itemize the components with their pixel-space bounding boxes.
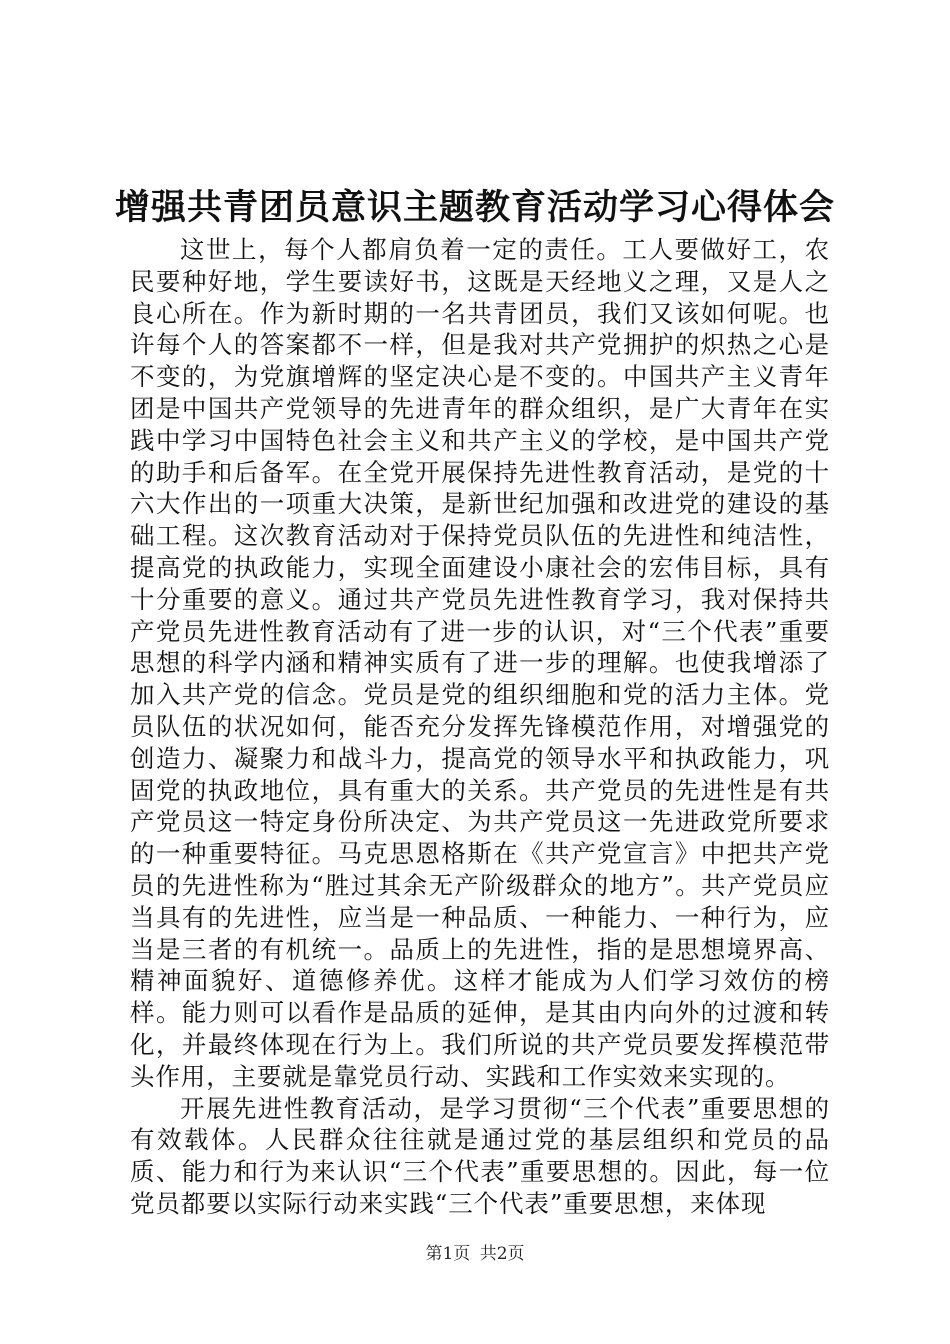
paragraph-1: 这世上，每个人都肩负着一定的责任。工人要做好工，农民要种好地，学生要读好书，这既是天经地义之理，又是人之良心所在。作为新时期的一名共青团员，我们又该如何呢。也许每个人的答案都不一样，但是我对共产党拥护的炽热之心是不变的，为党旗增辉的坚定决心是不变的。中国共产主义青年团是中国共产党领导的先进青年的群众组织，是广大青年在实践中学习中国特色社会主义和共产主义的学校，是中国共产党的助手和后备军。在全党开展保持先进性教育活动，是党的十六大作出的一项重大决策，是新世纪加强和改进党的建设的基础工程。这次教育活动对于保持党员队伍的先进性和纯洁性，提高党的执政能力，实现全面建设小康社会的宏伟目标，具有十分重要的意义。通过共产党员先进性教育学习，我对保持共产党员先进性教育活动有了进一步的认识，对“三个代表”重要思想的科学内涵和精神实质有了进一步的理解。也使我增添了加入共产党的信念。党员是党的组织细胞和党的活力主体。党员队伍的状况如何，能否充分发挥先锋模范作用，对增强党的创造力、凝聚力和战斗力，提高党的领导水平和执政能力，巩固党的执政地位，具有重大的关系。共产党员的先进性是有共产党员这一特定身份所决定、为共产党员这一先进政党所要求的一种重要特征。马克思恩格斯在《共产党宣言》中把共产党员的先进性称为“胜过其余无产阶级群众的地方”。共产党员应当具有的先进性，应当是一种品质、一种能力、一种行为，应当是三者的有机统一。品质上的先进性，指的是思想境界高、精神面貌好、道德修养优。这样才能成为人们学习效仿的榜样。能力则可以看作是品质的延伸，是其由内向外的过渡和转化，并最终体现在行为上。我们所说的共产党员要发挥模范带头作用，主要就是靠党员行动、实践和工作实效来实现的。 [130, 235, 830, 1091]
paragraph-2: 开展先进性教育活动，是学习贯彻“三个代表”重要思想的有效载体。人民群众往往就是通过党的基层组织和党员的品质、能力和行为来认识“三个代表”重要思想的。因此，每一位党员都要以实际行动来实践“三个代表”重要思想，来体现 [130, 1093, 830, 1218]
document-body [130, 234, 830, 1220]
page-total: 共2页 [479, 1244, 525, 1264]
page-footer [0, 1243, 950, 1265]
page-title: 增强共青团员意识主题教育活动学习心得体会 [114, 188, 835, 228]
page-number: 第1页 [425, 1244, 471, 1264]
